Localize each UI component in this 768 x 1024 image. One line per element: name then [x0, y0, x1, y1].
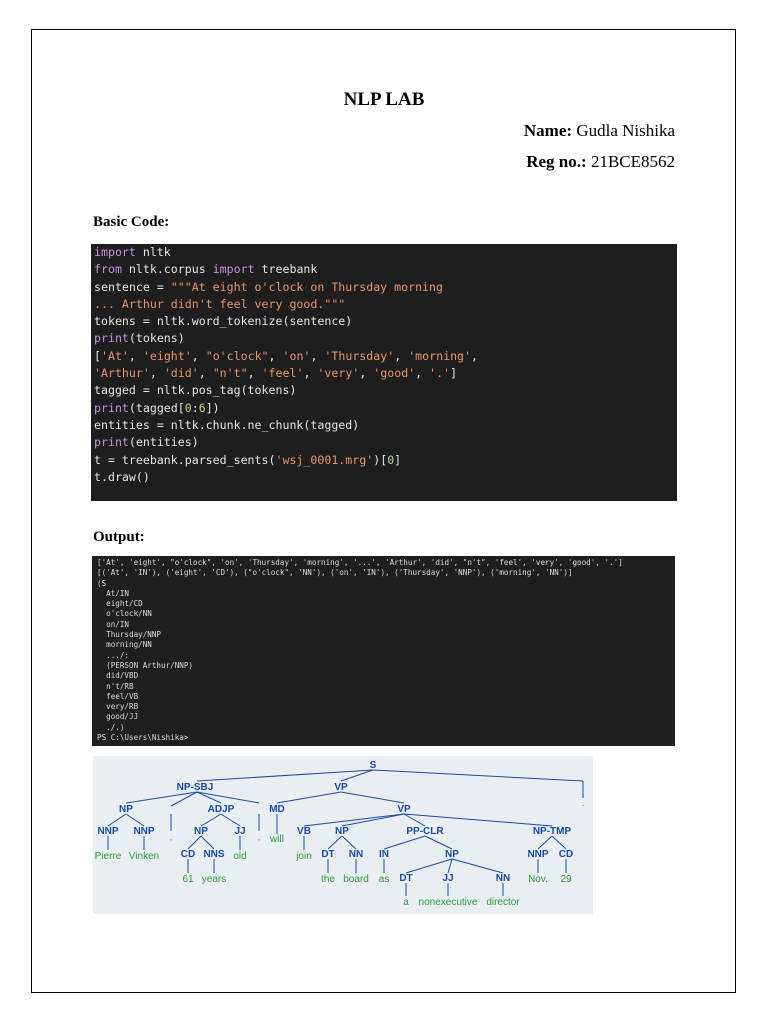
output-line: ['At', 'eight', "o'clock", 'on', 'Thursday', 'morning', '...', 'Arthur', 'did', "n't", 'feel', 'very', 'good', '.']: [97, 558, 623, 567]
code-token: ,: [128, 348, 143, 363]
code-line: [94, 313, 677, 330]
node-nn-director: NN: [495, 873, 511, 884]
period-mark: .: [581, 798, 585, 809]
code-token: ]: [394, 452, 402, 467]
leaf-old: old: [233, 851, 247, 862]
code-token: 'on': [282, 348, 311, 363]
node-adjp: ADJP: [207, 804, 235, 815]
reg-value: 21BCE8562: [590, 152, 675, 171]
leaf-61: 61: [182, 874, 194, 885]
page-title: NLP LAB: [343, 89, 425, 110]
output-line: did/VBD: [97, 671, 139, 681]
code-line: [94, 469, 677, 486]
code-token: ,: [268, 348, 283, 363]
code-token: 'good': [373, 366, 416, 381]
code-token: 6: [198, 400, 206, 415]
node-nnp-vinken: NNP: [133, 826, 155, 837]
code-token: tagged = nltk.pos_tag(tokens): [94, 383, 297, 398]
code-block: [91, 244, 677, 501]
code-line: [94, 365, 677, 382]
output-line: .../:: [97, 650, 130, 660]
code-token: 'Thursday': [324, 348, 395, 363]
code-line: [94, 296, 677, 313]
node-np-board: NP: [335, 826, 349, 837]
output-line: [('At', 'IN'), ('eight', 'CD'), ("o'clock", 'NN'), ('on', 'IN'), ('Thursday', 'NNP'), ('morning', 'NN')]: [97, 568, 573, 578]
student-name: [524, 121, 675, 141]
basic-code-heading: Basic Code:: [93, 214, 170, 230]
code-token: [: [94, 348, 101, 363]
code-token: 'morning': [408, 348, 472, 363]
node-cd-61: CD: [180, 849, 196, 860]
leaf-director: director: [486, 897, 520, 908]
code-line: [94, 452, 677, 469]
node-dt-the: DT: [321, 849, 335, 860]
output-line: o'clock/NN: [97, 609, 152, 619]
code-token: 'very': [317, 366, 360, 381]
code-token: '.': [429, 366, 451, 381]
name-label: Name:: [523, 121, 573, 140]
code-token: 'feel': [261, 366, 304, 381]
leaf-board: board: [343, 874, 369, 885]
code-token: )[: [373, 452, 388, 467]
code-token: print: [94, 331, 129, 346]
code-token: 'eight': [142, 348, 192, 363]
code-token: import: [212, 262, 255, 277]
output-heading: Output:: [93, 529, 145, 545]
node-pp-clr: PP-CLR: [406, 826, 444, 837]
code-token: (tagged[: [128, 400, 185, 415]
node-np-adjp: NP: [194, 826, 208, 837]
parse-tree-image: [93, 756, 593, 914]
code-token: ... Arthur didn't feel very good.""": [94, 296, 346, 311]
output-line: Thursday/NNP: [97, 630, 162, 640]
code-token: ,: [198, 366, 213, 381]
leaf-nonexecutive: nonexecutive: [418, 897, 478, 908]
node-md: MD: [269, 804, 285, 815]
leaf-will: will: [270, 834, 284, 845]
code-token: nltk: [135, 245, 171, 259]
code-token: print: [94, 435, 129, 450]
node-nnp-nov: NNP: [527, 849, 549, 860]
code-token: print: [94, 400, 129, 415]
output-line: morning/NN: [97, 640, 152, 650]
leaf-nov: Nov.: [528, 874, 548, 885]
code-line: [94, 244, 677, 261]
code-token: (tokens): [128, 331, 185, 346]
code-token: ]: [450, 366, 458, 381]
registration-number: [526, 152, 675, 172]
code-line: [94, 400, 677, 417]
code-line: [94, 279, 677, 296]
code-token: ,: [394, 348, 409, 363]
parse-tree: [93, 756, 593, 914]
code-line: [94, 348, 677, 365]
node-np-tmp: NP-TMP: [532, 826, 572, 837]
code-token: ,: [191, 348, 206, 363]
code-token: from: [94, 262, 122, 277]
code-token: ]): [205, 400, 220, 415]
code-token: 0: [184, 400, 192, 415]
node-dt-a: DT: [399, 873, 413, 884]
node-nns: NNS: [203, 849, 225, 860]
code-token: 'wsj_0001.mrg': [275, 452, 374, 467]
code-token: ,: [247, 366, 262, 381]
leaf-pierre: Pierre: [94, 851, 122, 862]
node-vb: VB: [297, 826, 311, 837]
output-line: (PERSON Arthur/NNP): [97, 660, 194, 670]
node-np-director: NP: [445, 849, 459, 860]
code-line: [94, 382, 677, 399]
code-line: [94, 330, 677, 347]
node-nn-board: NN: [348, 849, 364, 860]
output-line: PS C:\Users\Nishika>: [97, 733, 189, 743]
output-line: very/RB: [97, 702, 139, 712]
code-token: (entities): [128, 435, 199, 450]
code-token: t = treebank.parsed_sents(: [94, 452, 276, 467]
code-token: treebank: [254, 262, 318, 277]
output-line: n't/RB: [97, 681, 134, 691]
code-token: import: [94, 245, 136, 259]
output-line: on/IN: [97, 619, 130, 629]
output-line: feel/VB: [97, 691, 139, 701]
output-line: eight/CD: [97, 599, 143, 609]
output-line: At/IN: [97, 588, 130, 598]
code-token: ,: [149, 366, 164, 381]
code-token: tokens = nltk.word_tokenize(sentence): [94, 314, 353, 329]
name-value: Gudla Nishika: [576, 121, 675, 140]
code-token: t.draw(): [94, 469, 150, 484]
comma-mark: ,: [169, 832, 173, 843]
code-token: ,: [471, 348, 478, 363]
code-line: [94, 261, 677, 278]
leaf-as: as: [378, 874, 390, 885]
code-token: 'Arthur': [94, 366, 150, 381]
code-line: [94, 417, 677, 434]
leaf-years: years: [201, 874, 227, 885]
node-in: IN: [379, 849, 389, 860]
terminal-output: [92, 556, 675, 746]
reg-label: Reg no.:: [526, 152, 587, 171]
code-token: nltk.corpus: [121, 262, 213, 277]
output-line: good/JJ: [97, 712, 139, 722]
code-token: 0: [387, 452, 395, 467]
leaf-a: a: [403, 897, 409, 908]
code-token: 'At': [100, 348, 129, 363]
leaf-29: 29: [560, 874, 572, 885]
code-token: ,: [415, 366, 430, 381]
node-np: NP: [119, 804, 133, 815]
code-token: "o'clock": [205, 348, 269, 363]
node-nnp-pierre: NNP: [97, 826, 119, 837]
node-s: S: [369, 760, 377, 771]
node-cd-29: CD: [558, 849, 574, 860]
node-jj-nonexecutive: JJ: [442, 873, 454, 884]
leaf-vinken: Vinken: [128, 851, 160, 862]
node-jj-old: JJ: [234, 826, 246, 837]
code-token: "n't": [212, 366, 248, 381]
leaf-join: join: [296, 851, 312, 862]
node-vp-inner: VP: [397, 804, 411, 815]
code-line: [94, 434, 677, 451]
comma-mark: ,: [257, 832, 261, 843]
output-line: (S: [97, 578, 107, 588]
code-token: 'did': [163, 366, 199, 381]
node-np-sbj: NP-SBJ: [176, 782, 214, 793]
node-vp: VP: [334, 782, 348, 793]
leaf-the: the: [321, 874, 335, 885]
code-token: ,: [359, 366, 374, 381]
code-token: sentence =: [94, 279, 171, 294]
code-token: :: [191, 400, 199, 415]
code-token: ,: [303, 366, 318, 381]
code-token: ,: [310, 348, 325, 363]
code-token: entities = nltk.chunk.ne_chunk(tagged): [94, 417, 360, 432]
output-line: ./.): [97, 722, 125, 732]
code-token: """At eight o'clock on Thursday morning: [170, 279, 444, 294]
